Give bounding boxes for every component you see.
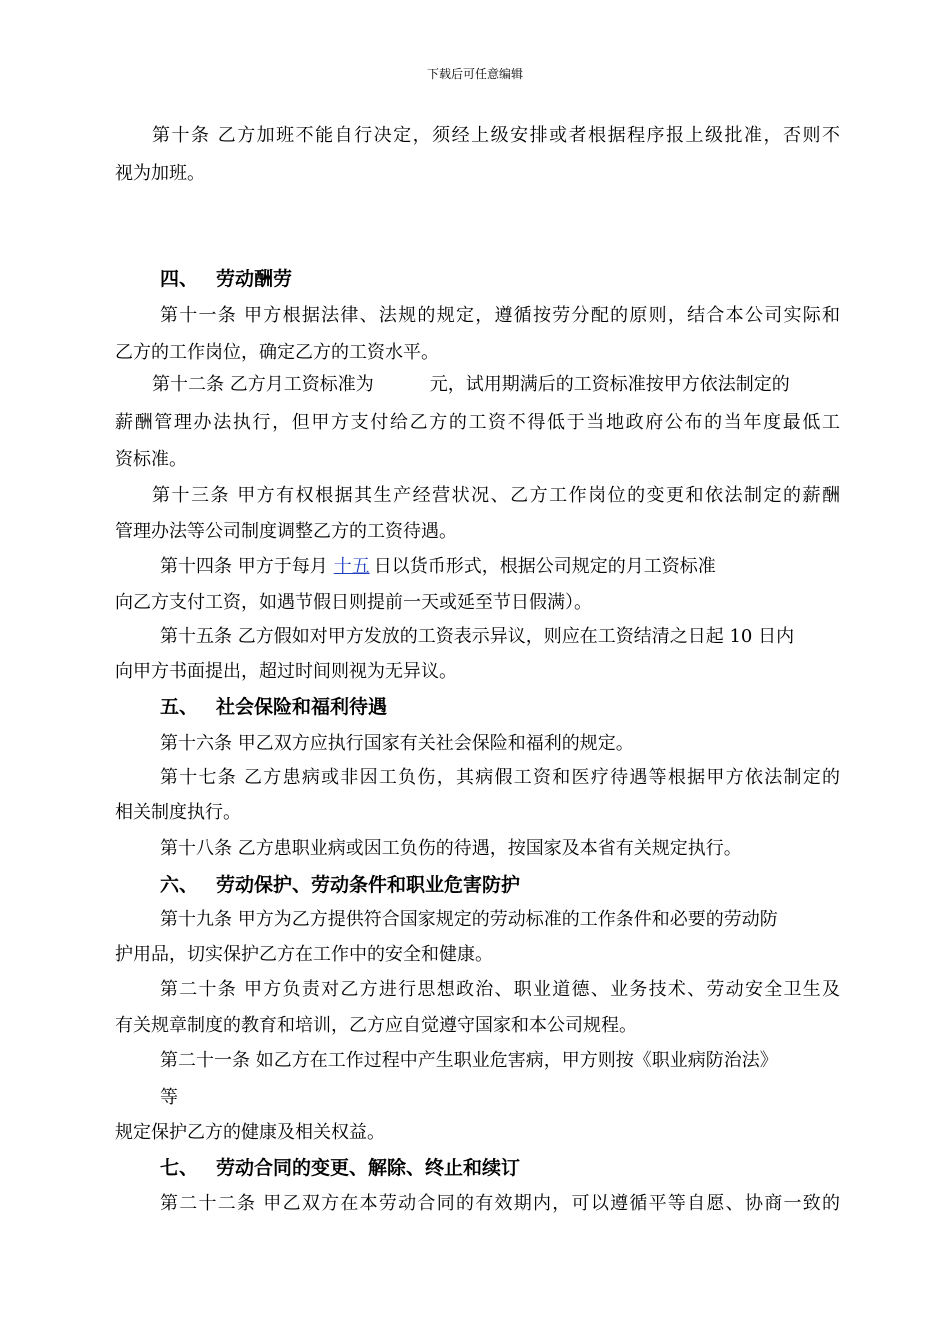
section-5-number: 五、 (160, 696, 199, 718)
article-12-line-1 (152, 372, 840, 398)
section-5-heading (160, 694, 387, 720)
article-15-line-2: 向甲方书面提出，超过时间则视为无异议。 (115, 661, 457, 682)
article-14-line-1 (160, 554, 840, 580)
article-15-line-1: 第十五条 乙方假如对甲方发放的工资表示异议，则应在工资结清之日起 10 日内 (160, 626, 795, 647)
page-header: 下载后可任意编辑 (426, 67, 523, 81)
article-18-line-1: 第十八条 乙方患职业病或因工负伤的待遇，按国家及本省有关规定执行。 (160, 838, 742, 859)
article-13-line-2: 管理办法等公司制度调整乙方的工资待遇。 (115, 521, 457, 542)
section-6-number: 六、 (160, 874, 199, 896)
article-12-line-2: 薪酬管理办法执行，但甲方支付给乙方的工资不得低于当地政府公布的当年度最低工 (115, 412, 840, 433)
section-5-title: 社会保险和福利待遇 (216, 696, 388, 718)
article-13-line-1: 第十三条 甲方有权根据其生产经营状况、乙方工作岗位的变更和依法制定的薪酬 (152, 485, 840, 506)
section-4-title: 劳动酬劳 (216, 268, 293, 290)
article-10-line-1: 第十条 乙方加班不能自行决定，须经上级安排或者根据程序报上级批准，否则不 (152, 125, 840, 146)
article-16-line-1: 第十六条 甲乙双方应执行国家有关社会保险和福利的规定。 (160, 733, 634, 754)
article-11-line-2: 乙方的工作岗位，确定乙方的工资水平。 (115, 342, 439, 363)
article-12-suffix: 元，试用期满后的工资标准按甲方依法制定的 (429, 374, 790, 395)
section-6-heading (160, 872, 520, 898)
section-7-title: 劳动合同的变更、解除、终止和续订 (216, 1157, 521, 1179)
article-10-line-2: 视为加班。 (115, 163, 205, 184)
article-14-line-2: 向乙方支付工资，如遇节假日则提前一天或延至节日假满）。 (115, 592, 592, 613)
article-12-prefix: 第十二条 乙方月工资标准为 (152, 374, 374, 395)
article-21-line-3: 规定保护乙方的健康及相关权益。 (115, 1122, 385, 1143)
section-7-heading (160, 1155, 520, 1181)
article-19-line-1: 第十九条 甲方为乙方提供符合国家规定的劳动标准的工作条件和必要的劳动防 (160, 909, 778, 930)
section-4-heading (160, 266, 292, 292)
section-7-number: 七、 (160, 1157, 199, 1179)
article-14-prefix: 第十四条 甲方于每月 (160, 556, 328, 577)
section-6-title: 劳动保护、劳动条件和职业危害防护 (216, 874, 521, 896)
article-19-line-2: 护用品，切实保护乙方在工作中的安全和健康。 (115, 944, 493, 965)
article-21-line-1: 第二十一条 如乙方在工作过程中产生职业危害病，甲方则按《职业病防治法》 (160, 1050, 778, 1071)
article-11-line-1: 第十一条 甲方根据法律、法规的规定，遵循按劳分配的原则，结合本公司实际和 (160, 305, 840, 326)
section-4-number: 四、 (160, 268, 199, 290)
article-21-line-2: 等 (160, 1087, 178, 1108)
article-14-suffix: 日以货币形式，根据公司规定的月工资标准 (373, 556, 716, 577)
article-20-line-2: 有关规章制度的教育和培训，乙方应自觉遵守国家和本公司规程。 (115, 1015, 637, 1036)
article-12-line-3: 资标准。 (115, 449, 187, 470)
payday-blank: 十五 (333, 556, 370, 577)
article-17-line-2: 相关制度执行。 (115, 802, 241, 823)
article-22-line-1: 第二十二条 甲乙双方在本劳动合同的有效期内，可以遵循平等自愿、协商一致的 (160, 1193, 840, 1214)
article-20-line-1: 第二十条 甲方负责对乙方进行思想政治、职业道德、业务技术、劳动安全卫生及 (160, 979, 840, 1000)
article-17-line-1: 第十七条 乙方患病或非因工负伤，其病假工资和医疗待遇等根据甲方依法制定的 (160, 767, 840, 788)
